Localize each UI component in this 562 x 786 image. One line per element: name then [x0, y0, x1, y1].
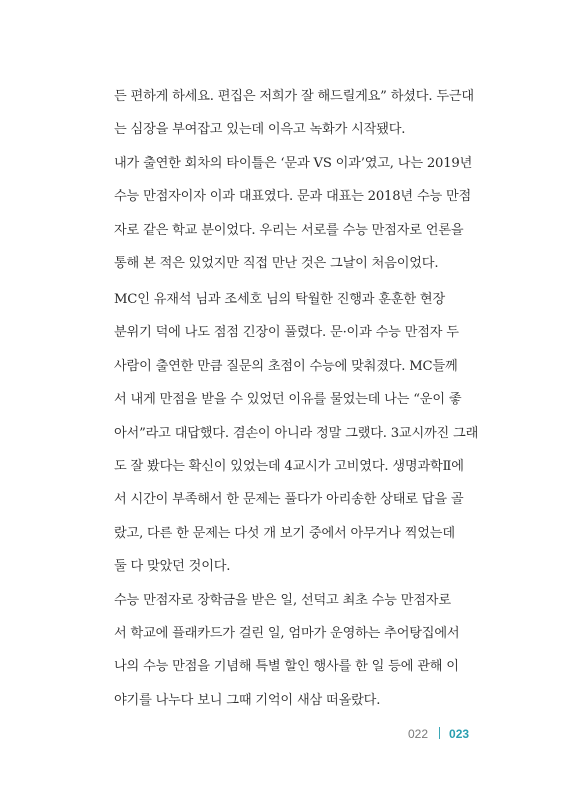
text-line: 서 시간이 부족해서 한 문제는 풀다가 아리송한 상태로 답을 골: [114, 492, 464, 508]
paragraph-block-bottom: [114, 283, 479, 717]
text-line: 나의 수능 만점을 기념해 특별 할인 행사를 한 일 등에 관해 이: [114, 659, 459, 675]
text-line: 수능 만점자로 장학금을 받은 일, 선덕고 최초 수능 만점자로: [114, 592, 451, 608]
text-line: 아서”라고 대답했다. 겸손이 아니라 정말 그랬다. 3교시까진 그래: [114, 425, 479, 441]
text-line: MC인 유재석 님과 조세호 님의 탁월한 진행과 훈훈한 현장: [114, 292, 445, 307]
paragraph-block-top: [114, 80, 474, 280]
text-line: 사람이 출연한 만큼 질문의 초점이 수능에 맞춰졌다. MC들께: [114, 358, 458, 374]
text-line: 자로 같은 학교 분이었다. 우리는 서로를 수능 만점자로 언론을: [114, 222, 464, 238]
text-line: 내가 출연한 회차의 타이틀은 ‘문과 VS 이과’였고, 나는 2019년: [114, 155, 473, 171]
text-line: 든 편하게 하세요. 편집은 저희가 잘 해드릴게요” 하셨다. 두근대: [114, 89, 474, 104]
page-number-separator: [439, 727, 440, 739]
text-line: 분위기 덕에 나도 점점 긴장이 풀렸다. 문·이과 수능 만점자 두: [114, 325, 459, 341]
text-line: 도 잘 봤다는 확신이 있었는데 4교시가 고비였다. 생명과학Ⅱ에: [114, 458, 464, 474]
page-number-footer: [408, 726, 469, 742]
text-line: 둘 다 맞았던 것이다.: [114, 559, 231, 575]
left-page-number: 022: [408, 727, 429, 741]
text-line: 는 심장을 부여잡고 있는데 이윽고 녹화가 시작됐다.: [114, 122, 406, 138]
text-line: 서 내게 만점을 받을 수 있었던 이유를 물었는데 나는 “운이 좋: [114, 392, 462, 408]
text-line: 수능 만점자이자 이과 대표였다. 문과 대표는 2018년 수능 만점: [114, 189, 472, 205]
text-line: 야기를 나누다 보니 그때 기억이 새삼 떠올랐다.: [114, 692, 381, 708]
text-line: 통해 본 적은 있었지만 직접 만난 것은 그날이 처음이었다.: [114, 255, 439, 271]
text-line: 랐고, 다른 한 문제는 다섯 개 보기 중에서 아무거나 찍었는데: [114, 525, 455, 541]
text-line: 서 학교에 플래카드가 걸린 일, 엄마가 운영하는 추어탕집에서: [114, 625, 460, 641]
right-page-number: 023: [449, 727, 470, 741]
